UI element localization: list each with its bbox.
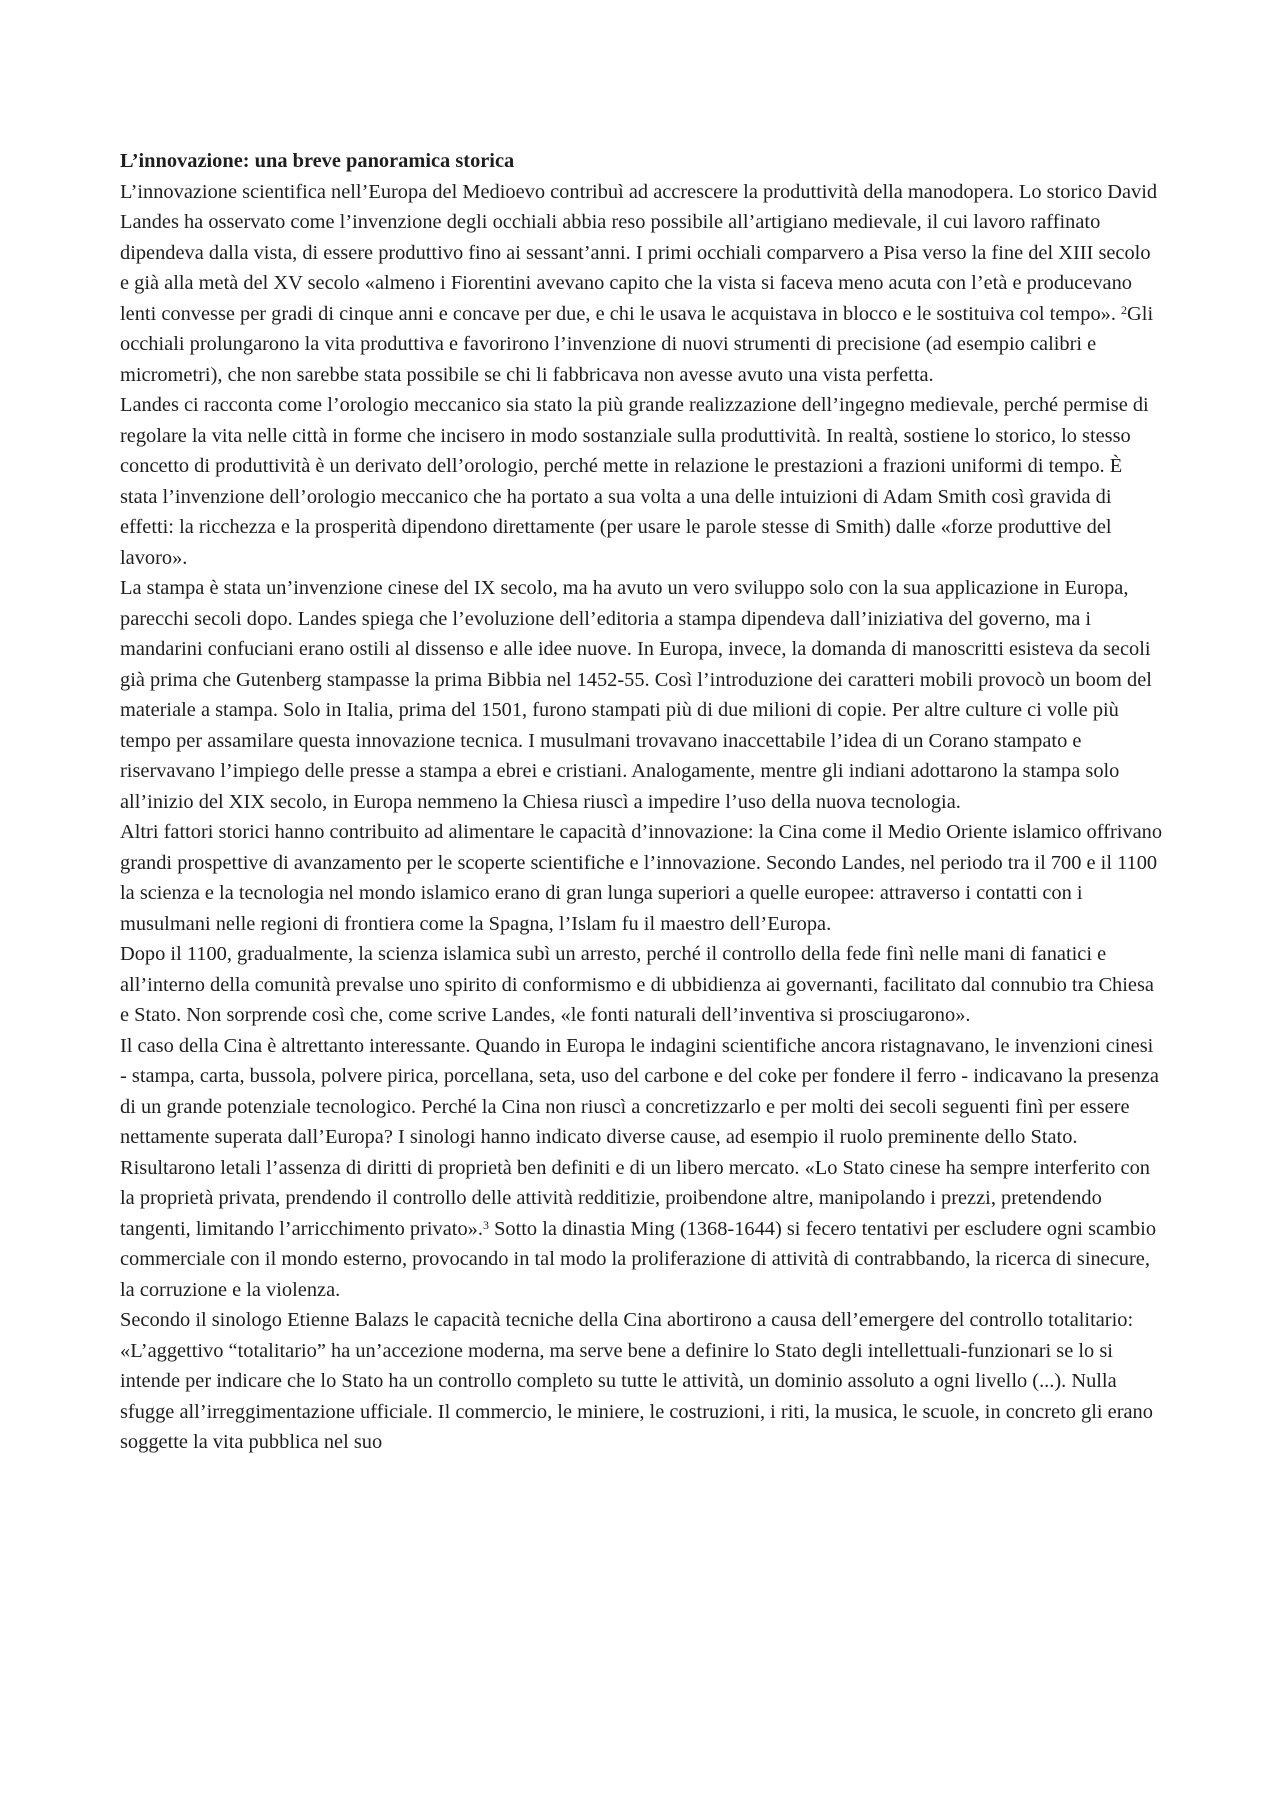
paragraph-islamic-decline: Dopo il 1100, gradualmente, la scienza islamica subì un arresto, perché il controllo della fede finì nelle mani di fanatici e all’interno della comunità prevalse uno spirito di conformismo e di ubbidienza ai governanti, facilitato dal connubio tra Chiesa e Stato. Non sorprende così che, come scrive Landes, «le fonti naturali dell’inventiva si prosciugarono». (120, 943, 1154, 1026)
paragraph-text: Il caso della Cina è altrettanto interessante. Quando in Europa le indagini scientifiche ancora ristagnavano, le invenzioni cinesi - stampa, carta, bussola, polvere pirica, porcellana, seta, uso del carbone e del coke per fondere il ferro - indicavano la presenza di un grande potenziale tecnologico. Perché la Cina non riuscì a concretizzarlo e per molti dei secoli seguenti finì per essere nettamente superata dall’Europa? I sinologi hanno indicato diverse cause, ad esempio il ruolo preminente dello Stato. Risultarono letali l’assenza di diritti di proprietà ben definiti e di un libero mercato. «Lo Stato cinese ha sempre interferito con la proprietà privata, prendendo il controllo delle attività redditizie, proibendone altre, manipolando i prezzi, pretendendo tangenti, limitando l’arricchimento privato». (120, 1034, 1159, 1240)
document-body (120, 146, 1164, 1458)
paragraph-clock: Landes ci racconta come l’orologio meccanico sia stato la più grande realizzazione dell’ingegno medievale, perché permise di regolare la vita nelle città in forme che incisero in modo sostanziale sulla produttività. In realtà, sostiene lo storico, lo stesso concetto di produttività è un derivato dell’orologio, perché mette in relazione le prestazioni a frazioni uniformi di tempo. È stata l’invenzione dell’orologio meccanico che ha portato a sua volta a una delle intuizioni di Adam Smith così gravida di effetti: la ricchezza e la prosperità dipendono direttamente (per usare le parole stesse di Smith) dalle «forze produttive del lavoro». (120, 394, 1149, 569)
paragraph-china (120, 1031, 1164, 1306)
paragraph-printing: La stampa è stata un’invenzione cinese del IX secolo, ma ha avuto un vero sviluppo solo con la sua applicazione in Europa, parecchi secoli dopo. Landes spiega che l’evoluzione dell’editoria a stampa dipendeva dall’iniziativa del governo, ma i mandarini confuciani erano ostili al dissenso e alle idee nuove. In Europa, invece, la domanda di manoscritti esisteva da secoli già prima che Gutenberg stampasse la prima Bibbia nel 1452-55. Così l’introduzione dei caratteri mobili provocò un boom del materiale a stampa. Solo in Italia, prima del 1501, furono stampati più di due milioni di copie. Per altre culture ci volle più tempo per assamilare questa innovazione tecnica. I musulmani trovavano inaccettabile l’idea di un Corano stampato e riservavano l’impiego delle presse a stampa a ebrei e cristiani. Analogamente, mentre gli indiani adottarono la stampa solo all’inizio del XIX secolo, in Europa nemmeno la Chiesa riuscì a impedire l’uso della nuova tecnologia. (120, 577, 1152, 813)
page-title: L’innovazione: una breve panoramica storica (120, 150, 515, 172)
paragraph-islamic-science: Altri fattori storici hanno contribuito ad alimentare le capacità d’innovazione: la Cina come il Medio Oriente islamico offrivano grandi prospettive di avanzamento per le scoperte scientifiche e l’innovazione. Secondo Landes, nel periodo tra il 700 e il 1100 la scienza e la tecnologia nel mondo islamico erano di gran lunga superiori a quelle europee: attraverso i contatti con i musulmani nelle regioni di frontiera come la Spagna, l’Islam fu il maestro dell’Europa. (120, 821, 1163, 935)
footnote-marker: 3 (482, 1217, 489, 1232)
paragraph-text: Gli occhiali prolungarono la vita produttiva e favorirono l’invenzione di nuovi strumenti di precisione (ad esempio calibri e micrometri), che non sarebbe stata possibile se chi li fabbricava non avesse avuto una vista perfetta. (120, 302, 1154, 386)
footnote-marker: 2 (1121, 302, 1128, 317)
paragraph-eyeglasses (120, 177, 1164, 391)
paragraph-text: L’innovazione scientifica nell’Europa del Medioevo contribuì ad accrescere la produttività della manodopera. Lo storico David Landes ha osservato come l’invenzione degli occhiali abbia reso possibile all’artigiano medievale, il cui lavoro raffinato dipendeva dalla vista, di essere produttivo fino ai sessant’anni. I primi occhiali comparvero a Pisa verso la fine del XIII secolo e già alla metà del XV secolo «almeno i Fiorentini avevano capito che la vista si faceva meno acuta con l’età e producevano lenti convesse per gradi di cinque anni e concave per due, e chi le usava le acquistava in blocco e le sostituiva col tempo». (120, 180, 1158, 325)
paragraph-balazs: Secondo il sinologo Etienne Balazs le capacità tecniche della Cina abortirono a causa dell’emergere del controllo totalitario: «L’aggettivo “totalitario” ha un’accezione moderna, ma serve bene a definire lo Stato degli intellettuali-funzionari se lo si intende per indicare che lo Stato ha un controllo completo su tutte le attività, un dominio assoluto a ogni livello (...). Nulla sfugge all’irreggimentazione ufficiale. Il commercio, le miniere, le costruzioni, i riti, la musica, le scuole, in concreto gli erano soggette la vita pubblica nel suo (120, 1309, 1153, 1453)
paragraph-text: Sotto la dinastia Ming (1368-1644) si fecero tentativi per escludere ogni scambio commerciale con il mondo esterno, provocando in tal modo la proliferazione di attività di contrabbando, la ricerca di sinecure, la corruzione e la violenza. (120, 1217, 1157, 1301)
